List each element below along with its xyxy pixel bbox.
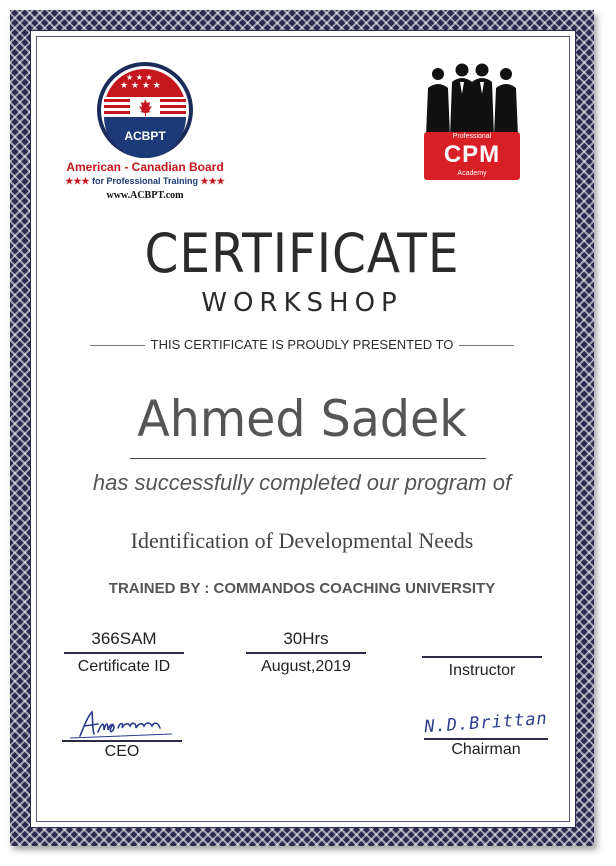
svg-text:★ ★ ★ ★: ★ ★ ★ ★ bbox=[120, 81, 161, 91]
certificate-id-value: 366SAM bbox=[91, 629, 157, 648]
field-line bbox=[246, 652, 366, 654]
instructor-field bbox=[422, 632, 542, 680]
field-line bbox=[64, 652, 184, 654]
recipient-underline bbox=[130, 458, 486, 459]
chairman-label: Chairman bbox=[451, 741, 521, 758]
trained-by: TRAINED BY : COMMANDOS COACHING UNIVERSITY bbox=[108, 580, 496, 597]
business-people-icon bbox=[418, 60, 528, 136]
certificate-id-field bbox=[64, 628, 184, 676]
ceo-signature-block bbox=[62, 708, 182, 761]
presented-to-row bbox=[90, 337, 514, 353]
cpm-logo bbox=[418, 60, 528, 186]
acbpt-url: www.ACBPT.com bbox=[106, 190, 184, 201]
field-line bbox=[422, 656, 542, 658]
certificate-subtitle: WORKSHOP bbox=[201, 288, 403, 318]
chairman-signature: N.D.Brittan bbox=[423, 708, 549, 738]
certificate-title: CERTIFICATE bbox=[144, 222, 460, 285]
svg-text:★ ★ ★: ★ ★ ★ bbox=[126, 73, 153, 82]
hours-field bbox=[246, 628, 366, 676]
certificate-id-label: Certificate ID bbox=[77, 658, 171, 675]
instructor-label: Instructor bbox=[448, 662, 516, 679]
svg-text:ACBPT: ACBPT bbox=[124, 129, 166, 143]
cpm-badge: Professional CPM Academy bbox=[424, 132, 520, 180]
ceo-signature-icon bbox=[62, 708, 182, 740]
recipient-name: Ahmed Sadek bbox=[137, 390, 467, 448]
acbpt-name: American - Canadian Board bbox=[66, 160, 224, 174]
completion-text: has successfully completed our program of bbox=[92, 470, 512, 495]
ceo-label: CEO bbox=[104, 743, 140, 760]
date-label: August,2019 bbox=[261, 658, 351, 675]
acbpt-subtitle: ★★★ for Professional Training ★★★ bbox=[65, 176, 225, 186]
presented-to-text: THIS CERTIFICATE IS PROUDLY PRESENTED TO bbox=[90, 337, 514, 352]
program-name: Identification of Developmental Needs bbox=[130, 528, 474, 553]
hours-value: 30Hrs bbox=[283, 629, 329, 648]
acbpt-logo bbox=[60, 58, 230, 208]
chairman-signature-block bbox=[424, 708, 548, 759]
acbpt-emblem-icon bbox=[90, 60, 200, 160]
instructor-value bbox=[422, 632, 542, 654]
signature-line bbox=[62, 740, 182, 742]
